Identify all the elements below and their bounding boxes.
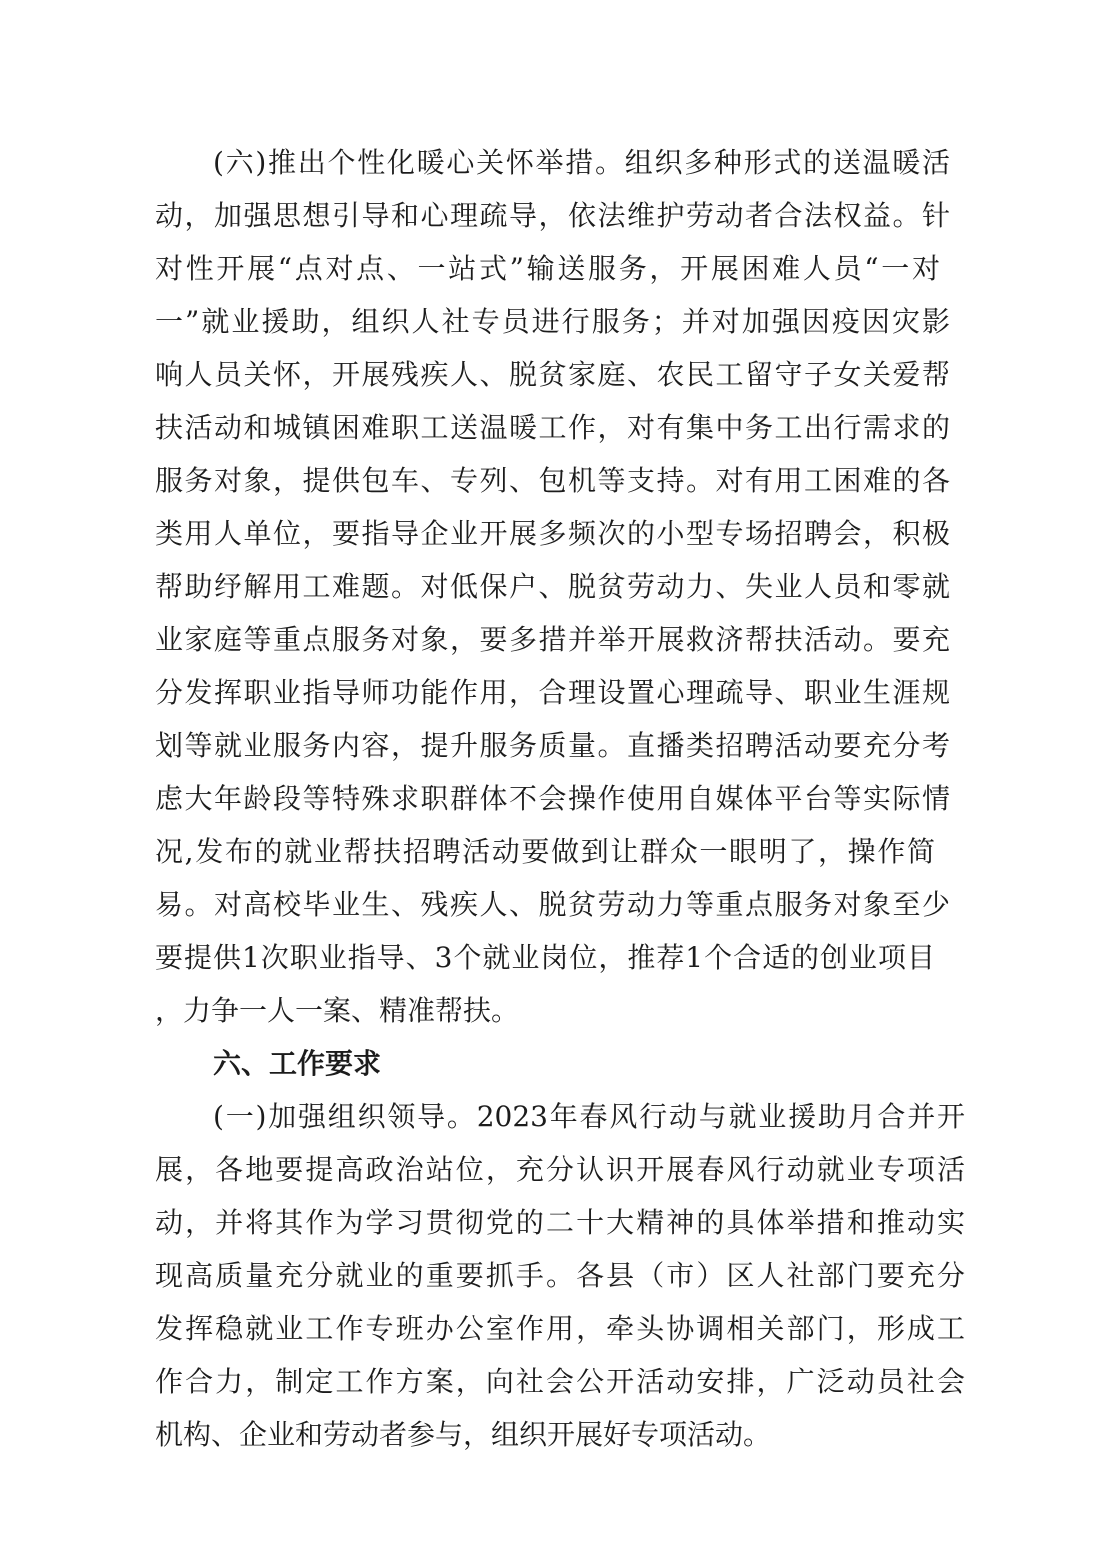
body-line: 作合力，制定工作方案，向社会公开活动安排，广泛动员社会 bbox=[155, 1365, 965, 1398]
body-line: 一”就业援助，组织人社专员进行服务；并对加强因疫因灾影 bbox=[155, 305, 950, 338]
body-line: 发挥稳就业工作专班办公室作用，牵头协调相关部门，形成工 bbox=[155, 1312, 965, 1345]
body-line: 况,发布的就业帮扶招聘活动要做到让群众一眼明了，操作简 bbox=[155, 835, 935, 868]
body-line: 动，并将其作为学习贯彻党的二十大精神的具体举措和推动实 bbox=[155, 1206, 965, 1239]
body-line: 业家庭等重点服务对象，要多措并举开展救济帮扶活动。要充 bbox=[155, 623, 950, 656]
paragraph-care-measures bbox=[155, 136, 967, 1037]
body-line: 展，各地要提高政治站位，充分认识开展春风行动就业专项活 bbox=[155, 1153, 965, 1186]
body-line: 划等就业服务内容，提升服务质量。直播类招聘活动要充分考 bbox=[155, 729, 950, 762]
body-line: 要提供1次职业指导、3个就业岗位，推荐1个合适的创业项目 bbox=[155, 941, 935, 974]
body-line: (一)加强组织领导。2023年春风行动与就业援助月合并开 bbox=[213, 1100, 965, 1133]
body-line: 响人员关怀，开展残疾人、脱贫家庭、农民工留守子女关爱帮 bbox=[155, 358, 950, 391]
body-line: ，力争一人一案、精准帮扶。 bbox=[155, 994, 520, 1027]
body-line: 服务对象，提供包车、专列、包机等支持。对有用工困难的各 bbox=[155, 464, 950, 497]
body-line: 虑大年龄段等特殊求职群体不会操作使用自媒体平台等实际情 bbox=[155, 782, 950, 815]
body-line: 易。对高校毕业生、残疾人、脱贫劳动力等重点服务对象至少 bbox=[155, 888, 950, 921]
body-line: (六)推出个性化暖心关怀举措。组织多种形式的送温暖活 bbox=[213, 146, 950, 179]
body-line: 分发挥职业指导师功能作用，合理设置心理疏导、职业生涯规 bbox=[155, 676, 950, 709]
body-line: 扶活动和城镇困难职工送温暖工作，对有集中务工出行需求的 bbox=[155, 411, 950, 444]
paragraph-organization-leadership bbox=[155, 1090, 967, 1461]
body-line: 帮助纾解用工难题。对低保户、脱贫劳动力、失业人员和零就 bbox=[155, 570, 950, 603]
body-line: 机构、企业和劳动者参与，组织开展好专项活动。 bbox=[155, 1418, 772, 1451]
body-line: 动，加强思想引导和心理疏导，依法维护劳动者合法权益。针 bbox=[155, 199, 950, 232]
body-line: 对性开展“点对点、一站式”输送服务，开展困难人员“一对 bbox=[155, 252, 940, 285]
body-line: 现高质量充分就业的重要抓手。各县（市）区人社部门要充分 bbox=[155, 1259, 965, 1292]
body-line: 类用人单位，要指导企业开展多频次的小型专场招聘会，积极 bbox=[155, 517, 950, 550]
section-heading: 六、工作要求 bbox=[213, 1047, 382, 1080]
document-body bbox=[155, 136, 967, 1461]
